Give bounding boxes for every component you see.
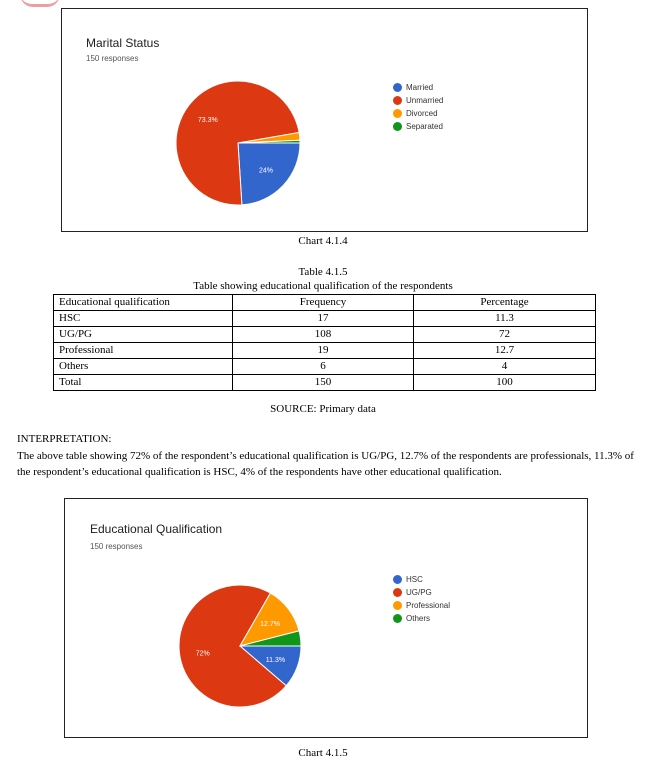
- legend-label: Separated: [406, 122, 443, 131]
- table-total-row: [54, 375, 596, 391]
- table-row: [54, 359, 596, 375]
- table-cell: Professional: [54, 343, 233, 359]
- table-cell: 108: [233, 327, 414, 343]
- table-cell: 72: [414, 327, 596, 343]
- table-header-row: [54, 295, 596, 311]
- table-cell: 19: [233, 343, 414, 359]
- table-number: Table 4.1.5: [298, 266, 348, 278]
- pie-data-label: 72%: [195, 650, 210, 658]
- table-cell: 11.3: [414, 311, 596, 327]
- table-title: Table showing educational qualification of the respondents: [193, 280, 453, 292]
- legend-label: HSC: [406, 575, 423, 584]
- marital-status-legend: [393, 81, 443, 133]
- legend-label: Unmarried: [406, 96, 444, 105]
- pie-data-label: 11.3%: [265, 657, 286, 665]
- table-cell: 6: [233, 359, 414, 375]
- table-cell: 150: [233, 375, 414, 391]
- legend-item: [393, 81, 443, 94]
- header-cell: Frequency: [233, 295, 414, 311]
- legend-swatch: [393, 83, 402, 92]
- chart-subtitle: 150 responses: [86, 54, 139, 63]
- marital-status-pie: [62, 9, 587, 231]
- legend-swatch: [393, 575, 402, 584]
- table-cell: Total: [54, 375, 233, 391]
- table-row: [54, 311, 596, 327]
- legend-item: [393, 586, 450, 599]
- legend-label: Divorced: [406, 109, 438, 118]
- legend-label: UG/PG: [406, 588, 432, 597]
- legend-label: Married: [406, 83, 434, 92]
- legend-swatch: [393, 601, 402, 610]
- table-row: [54, 327, 596, 343]
- chart-subtitle: 150 responses: [90, 542, 143, 551]
- top-decoration: [20, 0, 60, 7]
- education-legend: [393, 573, 450, 625]
- legend-item: [393, 107, 443, 120]
- legend-swatch: [393, 96, 402, 105]
- table-cell: 17: [233, 311, 414, 327]
- education-pie: [65, 499, 587, 737]
- legend-item: [393, 612, 450, 625]
- chart-caption: Chart 4.1.5: [298, 747, 348, 759]
- legend-label: Professional: [406, 601, 451, 610]
- table-source: SOURCE: Primary data: [270, 403, 376, 415]
- pie-data-label: 24%: [259, 167, 274, 175]
- chart-caption: Chart 4.1.4: [298, 235, 348, 247]
- pie-data-label: 12.7%: [260, 621, 281, 629]
- legend-swatch: [393, 109, 402, 118]
- table-cell: 100: [414, 375, 596, 391]
- legend-swatch: [393, 588, 402, 597]
- chart-title: Educational Qualification: [90, 522, 223, 536]
- header-cell: Percentage: [414, 295, 596, 311]
- legend-item: [393, 599, 450, 612]
- interpretation-text: The above table showing 72% of the respondent’s educational qualification is UG/PG, 12.7% of the respondents are professionals, 11.3% of the respondent’s educational qualification is HSC, 4% of the respondents have other educational qualification.: [17, 450, 634, 478]
- table-cell: 12.7: [414, 343, 596, 359]
- pie-data-label: 73.3%: [197, 117, 218, 125]
- table-cell: 4: [414, 359, 596, 375]
- table-row: [54, 343, 596, 359]
- table-cell: HSC: [54, 311, 233, 327]
- legend-swatch: [393, 614, 402, 623]
- legend-item: [393, 573, 450, 586]
- header-cell: Educational qualification: [54, 295, 233, 311]
- legend-item: [393, 120, 443, 133]
- education-chart-frame: [64, 498, 588, 738]
- legend-item: [393, 94, 443, 107]
- qualification-table: [53, 294, 596, 391]
- chart-title: Marital Status: [86, 36, 160, 50]
- legend-swatch: [393, 122, 402, 131]
- table-cell: Others: [54, 359, 233, 375]
- marital-status-chart-frame: [61, 8, 588, 232]
- table-cell: UG/PG: [54, 327, 233, 343]
- legend-label: Others: [406, 614, 431, 623]
- interpretation-heading: INTERPRETATION:: [17, 433, 112, 445]
